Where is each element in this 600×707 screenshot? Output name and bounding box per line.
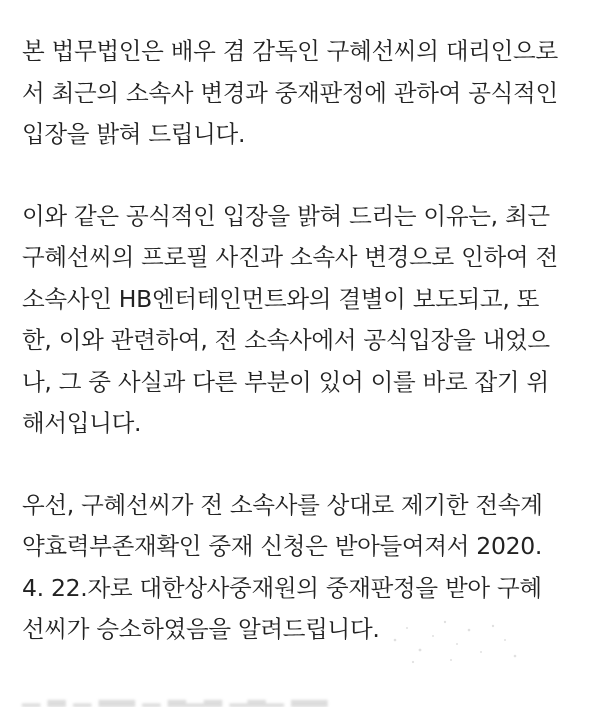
- text-line: 구혜선씨의 프로필 사진과 소속사 변경으로 인하여 전: [22, 243, 558, 271]
- text-line: 입장을 밝혀 드립니다.: [22, 120, 246, 148]
- text-line: 서 최근의 소속사 변경과 중재판정에 관하여 공식적인: [22, 78, 558, 107]
- text-line: 4. 22.자로 대한상사중재원의 중재판정을 받아 구혜: [22, 573, 542, 602]
- text-line: 우선, 구혜선씨가 전 소속사를 상대로 제기한 전속계: [22, 490, 543, 519]
- paragraph-intro: [22, 31, 580, 156]
- text-line: 해서입니다.: [22, 409, 142, 437]
- text-line: 소속사인 HB엔터테인먼트와의 결별이 보도되고, 또: [22, 284, 540, 313]
- paragraph-arbitration: [22, 485, 580, 651]
- text-line: 한, 이와 관련하여, 전 소속사에서 공식입장을 내었으: [22, 326, 550, 354]
- text-line: 이와 같은 공식적인 입장을 밝혀 드리는 이유는, 최근: [22, 201, 550, 230]
- text-line: 선씨가 승소하였음을 알려드립니다.: [22, 615, 380, 643]
- paragraph-reason: [22, 196, 580, 445]
- text-line: 나, 그 중 사실과 다른 부분이 있어 이를 바로 잡기 위: [22, 367, 549, 396]
- text-line: 약효력부존재확인 중재 신청은 받아들여져서 2020.: [22, 532, 543, 560]
- text-line: 본 법무법인은 배우 겸 감독인 구혜선씨의 대리인으로: [22, 37, 558, 65]
- cutoff-next-line-fragment: ▁ ▂ ▁ ▂▂ ▁ ▂▁▂ ▁▂▁ ▂▂: [22, 679, 328, 707]
